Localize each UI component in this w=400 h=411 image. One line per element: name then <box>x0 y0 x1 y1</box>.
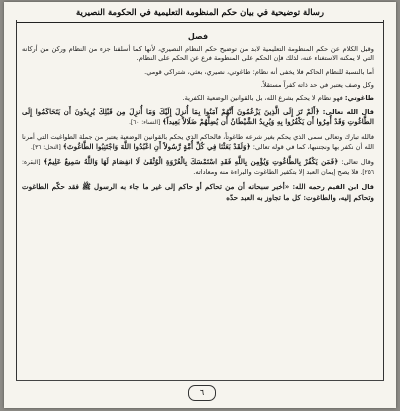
verse-reference-baqara: [البقرة: ٢٥٦]. <box>22 160 374 177</box>
paragraph-intro: وقبل الكلام عن حكم المنظومة التعليمية لابد من توضيح حكم النظام النصيري، لأنها كما أسلفنا جزء من النظام وركن من أركانه التي لا يمكنه الاستغناء عنه، لذلك فإن الحكم على المنظومة فرع عن الحكم على النظام. <box>22 45 374 63</box>
paragraph-explanation <box>22 133 374 153</box>
paragraph-verse-baqara <box>22 157 374 178</box>
paragraph-regime-description: أما بالنسبة للنظام الحاكم فلا يخفى أنه نظام: طاغوتي، نصيري، بعثي، شتراكي قومي. <box>144 67 374 76</box>
page-number: ٦ <box>188 385 216 401</box>
ibn-qayyim-quote: رحمه الله: «أخبر سبحانه أن من تحاكم أو حاكم إلى غير ما جاء به الرسول ﷺ فقد حكّم الطاغوت وتحاكم إليه، والطاغوت: كل ما تجاوز به العبد حدّه <box>22 182 374 202</box>
page-body <box>22 30 374 375</box>
verse-reference-nisa: [النساء: ٦٠]. <box>129 120 161 127</box>
paragraph-ibn-qayyim <box>22 182 374 202</box>
quran-verse-nisa: ﴿أَلَمْ تَرَ إِلَى الَّذِينَ يَزْعُمُونَ أَنَّهُمْ آمَنُوا بِمَا أُنزِلَ إِلَيْكَ وَمَا أُنزِلَ مِن قَبْلِكَ يُرِيدُونَ أَن يَتَحَاكَمُوا إِلَى الطَّاغُوتِ وَقَدْ أُمِرُوا أَن يَكْفُرُوا بِهِ وَيُرِيدُ الشَّيْطَانُ أَن يُضِلَّهُمْ ضَلَالاً بَعِيداً﴾ <box>22 107 374 127</box>
ibn-qayyim-lead: قال ابن القيم <box>327 183 374 192</box>
verse-intro-baqara: وقال تعالى: <box>341 158 374 167</box>
running-header: رسالة توضيحية في بيان حكم المنظومة التعليمية في الحكومة النصيرية <box>16 8 384 23</box>
verse-reference-nahl: [النحل: ٣٦]. <box>31 144 61 151</box>
baqara-tail-text: فلا يصح إيمان العبد إلا بتكفير الطاغوت والبراءة منه ومعاداته. <box>193 168 359 177</box>
paragraph-verse-nisa <box>22 107 374 128</box>
verse-intro: قال الله تعالى: <box>322 108 374 117</box>
explanation-text: فالله تبارك وتعالى سمى الذي يحكم بغير شرعه طاغوتاً، فالحاكم الذي يحكم بالقوانين الوضعية يعتبر من جملة الطواغيت التي أمرنا الله أن نكفر بها ونجتنبها، كما في قوله تعالى: <box>22 132 374 151</box>
quran-verse-baqara: ﴿فَمَن يَكْفُرْ بِالطَّاغُوتِ وَيُؤْمِن بِاللَّهِ فَقَدِ اسْتَمْسَكَ بِالْعُرْوَةِ الْوُثْقَىٰ لَا انفِصَامَ لَهَا وَاللَّهُ سَمِيعٌ عَلِيمٌ﴾ <box>43 157 339 167</box>
document-page <box>4 2 396 408</box>
section-title: فصل <box>187 32 209 41</box>
footer-rule <box>16 380 384 381</box>
paragraph-each-description: وكل وصف يعتبر في حد ذاته كفراً مستقلاً. <box>260 80 374 89</box>
taghuti-lead: طاغوتي: <box>344 94 374 103</box>
taghuti-text: فهو نظام لا يحكم بشرع الله، بل بالقوانين الوضعية الكفرية. <box>182 94 343 103</box>
quran-verse-nahl: ﴿وَلَقَدْ بَعَثْنَا فِي كُلِّ أُمَّةٍ رَّسُولاً أَنِ اعْبُدُوا اللَّهَ وَاجْتَنِبُوا الطَّاغُوتَ﴾ <box>62 141 251 151</box>
paragraph-taghuti <box>22 94 374 103</box>
